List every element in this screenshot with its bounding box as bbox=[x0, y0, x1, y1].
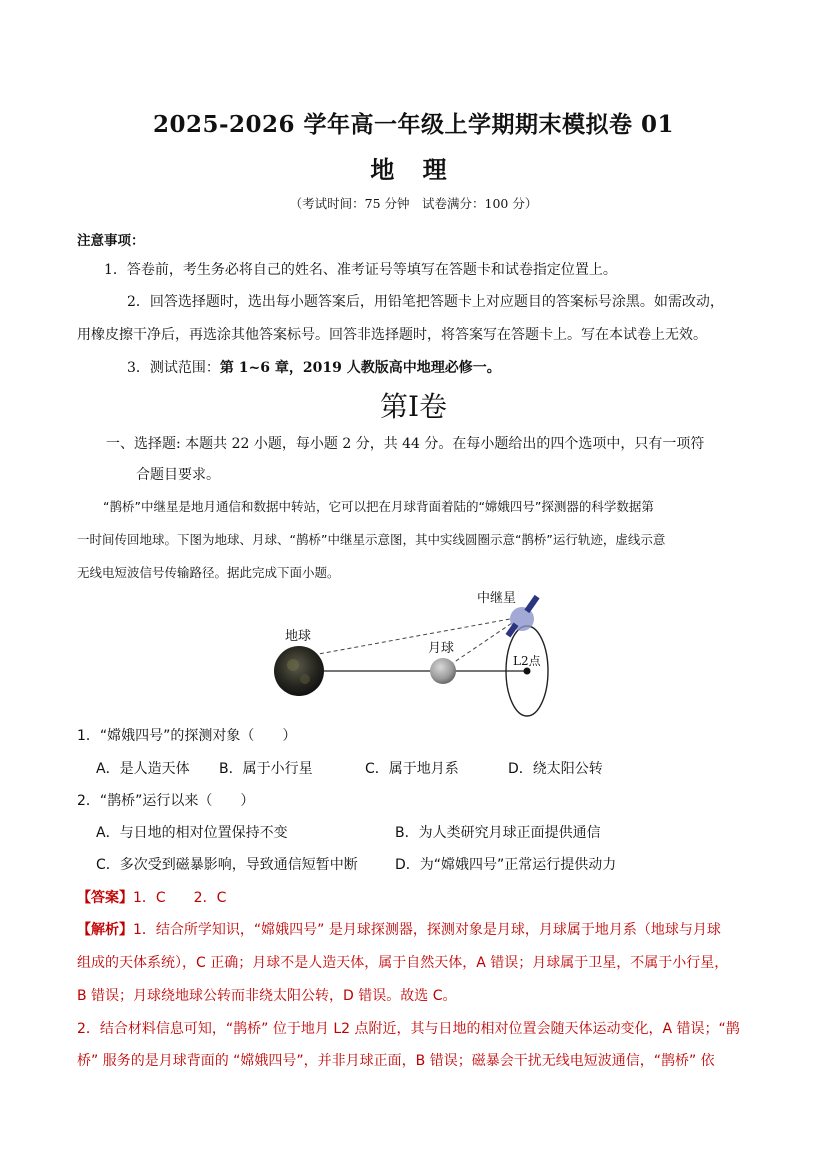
signal-path-moon-relay bbox=[450, 623, 512, 665]
analysis-line-4: 2．结合材料信息可知，“鹊桥” 位于地月 L2 点附近，其与日地的相对位置会随天体运动变化，A 错误；“鹊 bbox=[77, 1021, 740, 1037]
notice-item-3-scope: 第 1~6 章，2019 人教版高中地理必修一。 bbox=[219, 360, 501, 376]
material-line-1: “鹊桥”中继星是地月通信和数据中转站，它可以把在月球背面着陆的“嫦娥四号”探测器的科学数据第 bbox=[103, 499, 654, 514]
analysis-text-1: 1．结合所学知识，“嫦娥四号” 是月球探测器，探测对象是月球，月球属于地月系（地球与月球 bbox=[133, 922, 721, 938]
analysis-line-1 bbox=[77, 919, 721, 939]
q2-option-d: D．为“嫦娥四号”正常运行提供动力 bbox=[395, 857, 617, 873]
section-line-1: 一、选择题: 本题共 22 小题，每小题 2 分，共 44 分。在每小题给出的四个选项中，只有一项符 bbox=[106, 436, 705, 452]
question-2: 2．“鹊桥”运行以来（ ） bbox=[77, 793, 255, 809]
notice-item-3 bbox=[127, 357, 501, 377]
notice-heading: 注意事项： bbox=[77, 233, 145, 249]
subject-title: 地 理 bbox=[370, 155, 457, 184]
earth-label: 地球 bbox=[285, 629, 312, 644]
signal-path-earth-relay bbox=[313, 619, 510, 655]
section-line-2: 合题目要求。 bbox=[136, 467, 220, 483]
analysis-line-5: 桥” 服务的是月球背面的 “嫦娥四号”，并非月球正面，B 错误；磁暴会干扰无线电短波通信，“鹊桥” 依 bbox=[77, 1053, 715, 1069]
material-line-3: 无线电短波信号传输路径。据此完成下面小题。 bbox=[77, 565, 340, 580]
l2-point bbox=[524, 668, 531, 675]
moon-label: 月球 bbox=[428, 641, 455, 656]
moon-icon bbox=[430, 658, 456, 684]
answer-label: 【答案】 bbox=[77, 890, 133, 906]
q2-option-b: B．为人类研究月球正面提供通信 bbox=[395, 825, 601, 841]
exam-title: 2025-2026 学年高一年级上学期期末模拟卷 01 bbox=[152, 111, 675, 138]
q1-option-a: A．是人造天体 bbox=[96, 761, 190, 777]
answer-line bbox=[77, 887, 226, 907]
volume-title: 第I卷 bbox=[379, 390, 448, 423]
earth-moon-relay-figure bbox=[265, 585, 565, 720]
q1-option-b: B．属于小行星 bbox=[219, 761, 313, 777]
answer-text: 1．C 2．C bbox=[133, 890, 227, 906]
analysis-label: 【解析】 bbox=[77, 922, 133, 938]
notice-item-2-line-2: 用橡皮擦干净后，再选涂其他答案标号。回答非选择题时，将答案写在答题卡上。写在本试卷上无效。 bbox=[77, 327, 707, 343]
material-line-2: 一时间传回地球。下图为地球、月球、“鹊桥”中继星示意图，其中实线圆圈示意“鹊桥”运行轨迹，虚线示意 bbox=[77, 532, 666, 547]
relay-label: 中继星 bbox=[477, 591, 517, 606]
q1-option-c: C．属于地月系 bbox=[365, 761, 459, 777]
exam-meta: （考试时间：75 分钟 试卷满分：100 分） bbox=[289, 196, 538, 211]
q2-option-a: A．与日地的相对位置保持不变 bbox=[96, 825, 288, 841]
q2-option-c: C．多次受到磁暴影响，导致通信短暂中断 bbox=[96, 857, 358, 873]
analysis-line-2: 组成的天体系统），C 正确；月球不是人造天体，属于自然天体，A 错误；月球属于卫星，不属于小行星， bbox=[77, 955, 729, 971]
l2-label: L2点 bbox=[513, 654, 541, 668]
analysis-line-3: B 错误；月球绕地球公转而非绕太阳公转，D 错误。故选 C。 bbox=[77, 988, 457, 1004]
notice-item-2-line-1: 2．回答选择题时，选出每小题答案后，用铅笔把答题卡上对应题目的答案标号涂黑。如需改动， bbox=[127, 294, 724, 310]
question-1: 1．“嫦娥四号”的探测对象（ ） bbox=[77, 728, 297, 744]
notice-item-3-prefix: 3．测试范围： bbox=[127, 360, 220, 376]
notice-item-1: 1．答卷前，考生务必将自己的姓名、准考证号等填写在答题卡和试卷指定位置上。 bbox=[104, 262, 617, 278]
earth-icon bbox=[274, 646, 324, 696]
q1-option-d: D．绕太阳公转 bbox=[508, 761, 603, 777]
